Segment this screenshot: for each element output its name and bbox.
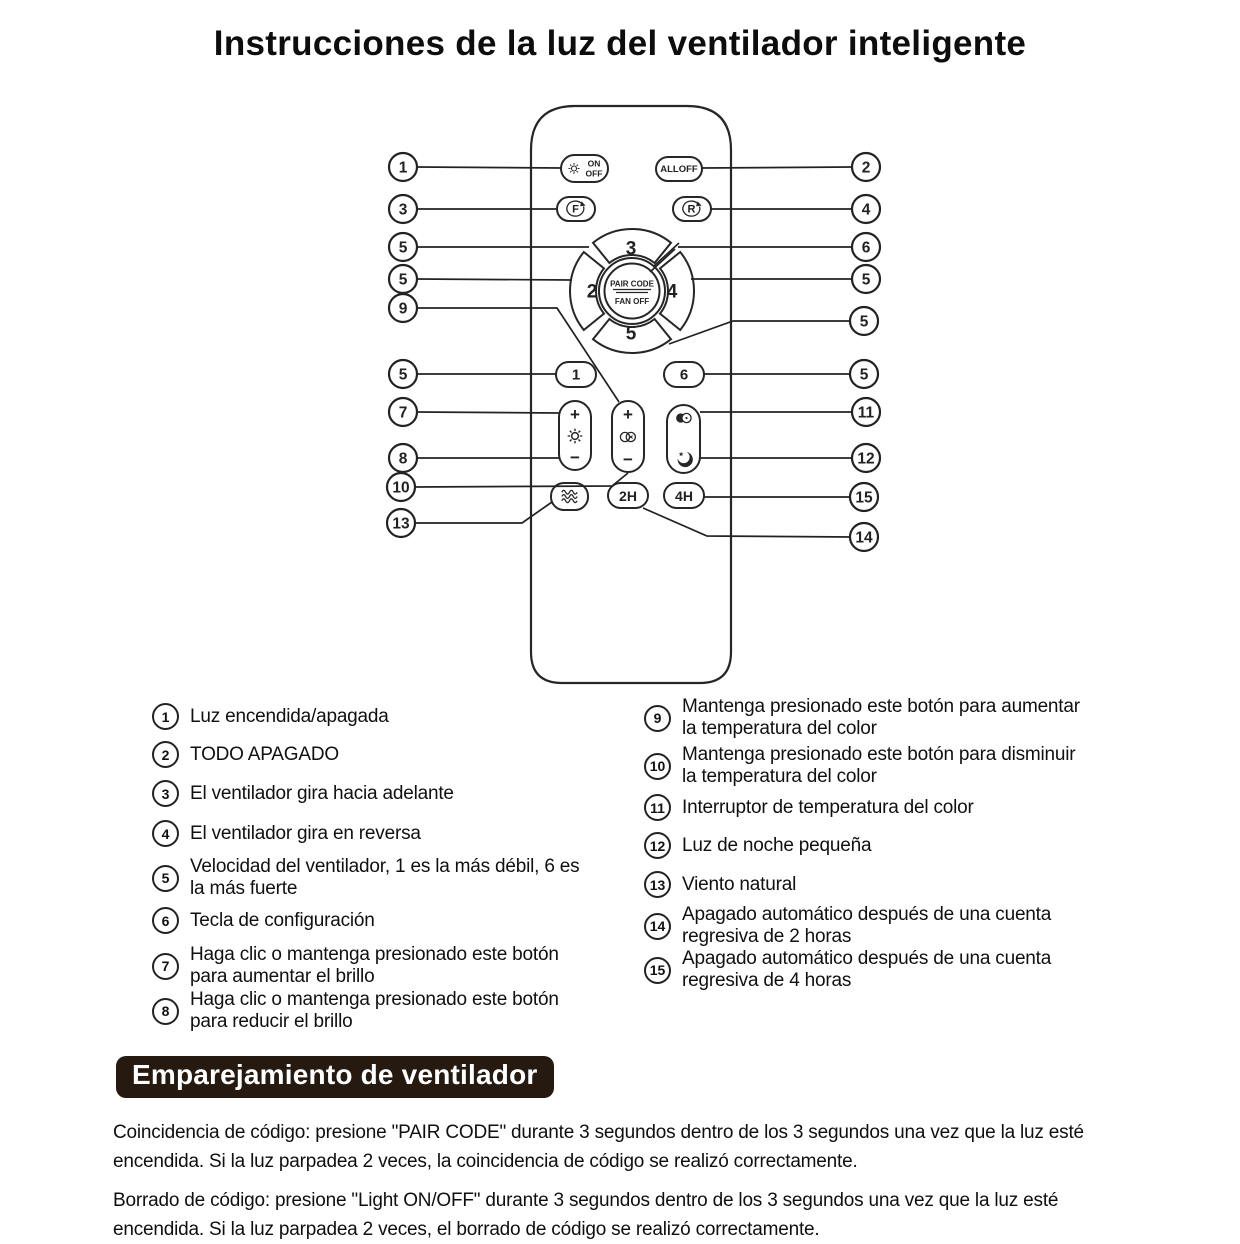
fan-off-label: FAN OFF	[614, 297, 650, 306]
callout-badge	[850, 360, 878, 388]
legend-text: Tecla de configuración	[190, 909, 375, 931]
speed-1-button	[556, 362, 596, 387]
svg-text:14: 14	[855, 529, 873, 547]
legend-text: Viento natural	[682, 873, 797, 895]
brightness-plus-label: +	[570, 405, 580, 424]
callout-badge	[850, 523, 878, 551]
color-switch-nightlight-pill	[667, 405, 700, 473]
legend-item-15	[644, 948, 1051, 992]
callout-badge	[389, 360, 417, 388]
svg-text:2: 2	[861, 159, 871, 177]
legend-item-7	[152, 944, 559, 988]
timer-2h-button	[608, 483, 648, 508]
dpad-right-label: 4	[666, 281, 678, 303]
svg-text:12: 12	[857, 450, 875, 468]
legend-item-14	[644, 904, 1051, 948]
timer-4h-label: 4H	[675, 488, 693, 504]
brightness-pill	[559, 401, 591, 470]
svg-text:1: 1	[398, 159, 408, 177]
legend-item-10	[644, 744, 1075, 788]
color-temp-plus-label: +	[623, 405, 633, 424]
legend-number-badge: 12	[644, 832, 671, 859]
timer-4h-button	[664, 483, 704, 508]
legend-item-2	[152, 741, 339, 768]
legend-item-9	[644, 696, 1080, 740]
svg-text:3: 3	[398, 201, 408, 219]
all-off-button	[656, 157, 702, 181]
light-off-label: OFF	[585, 168, 603, 179]
legend-number-badge: 1	[152, 703, 179, 730]
callouts-right	[850, 153, 880, 551]
callout-badge	[387, 473, 415, 501]
callout-badge	[852, 398, 880, 426]
svg-text:8: 8	[398, 450, 408, 468]
legend-number-badge: 6	[152, 907, 179, 934]
pairing-paragraph-code-match: Coincidencia de código: presione "PAIR CODE" durante 3 segundos dentro de los 3 segundos una vez que la luz esté encendida. Si la luz parpadea 2 veces, la coincidencia de código se realizó correctamente.	[113, 1122, 1084, 1172]
svg-text:5: 5	[398, 366, 408, 384]
svg-text:11: 11	[857, 404, 875, 422]
callout-badge	[389, 153, 417, 181]
legend-text: Luz de noche pequeña	[682, 834, 872, 856]
legend-number-badge: 3	[152, 780, 179, 807]
callouts-left	[387, 153, 417, 537]
all-off-label: ALLOFF	[660, 164, 698, 175]
svg-text:15: 15	[855, 489, 873, 507]
reverse-label: R	[687, 203, 696, 216]
svg-text:10: 10	[392, 479, 410, 497]
legend-number-badge: 4	[152, 820, 179, 847]
color-temp-minus-label: −	[623, 450, 633, 469]
svg-text:5: 5	[398, 271, 408, 289]
legend-number-badge: 14	[644, 913, 671, 940]
legend-text: Haga clic o mantenga presionado este botón para reducir el brillo	[190, 989, 559, 1032]
legend-item-1	[152, 703, 389, 730]
callout-badge	[387, 509, 415, 537]
legend-text: Luz encendida/apagada	[190, 705, 389, 727]
svg-text:5: 5	[859, 313, 869, 331]
legend-number-badge: 7	[152, 953, 179, 980]
legend-item-3	[152, 780, 454, 807]
svg-text:5: 5	[859, 366, 869, 384]
callout-badge	[852, 444, 880, 472]
legend-item-12	[644, 832, 871, 859]
legend-text: El ventilador gira en reversa	[190, 822, 421, 844]
legend-text: Haga clic o mantenga presionado este botón para aumentar el brillo	[190, 944, 559, 987]
pair-code-label: PAIR CODE	[610, 279, 654, 289]
speed-6-button	[664, 362, 704, 387]
pairing-paragraph-code-clear: Borrado de código: presione "Light ON/OFF" durante 3 segundos dentro de los 3 segundos una vez que la luz esté encendida. Si la luz parpadea 2 veces, el borrado de código se realizó correctamente.	[113, 1190, 1059, 1240]
legend-text: Mantenga presionado este botón para aumentar la temperatura del color	[682, 696, 1080, 739]
svg-text:5: 5	[398, 239, 408, 257]
pairing-section-header: Emparejamiento de ventilador	[116, 1056, 554, 1098]
callout-badge	[852, 233, 880, 261]
legend-item-11	[644, 794, 974, 821]
light-onoff-button	[561, 155, 608, 182]
legend-text: TODO APAGADO	[190, 743, 339, 765]
callout-badge	[389, 444, 417, 472]
legend-item-8	[152, 989, 559, 1033]
legend-number-badge: 8	[152, 998, 179, 1025]
svg-text:6: 6	[861, 239, 871, 257]
svg-text:4: 4	[861, 201, 871, 219]
callout-badge	[852, 153, 880, 181]
legend-number-badge: 11	[644, 794, 671, 821]
callout-badge	[389, 265, 417, 293]
remote-body-outline	[531, 106, 731, 683]
fan-reverse-button	[673, 197, 711, 221]
fan-forward-button	[557, 197, 595, 221]
legend-number-badge: 10	[644, 753, 671, 780]
brightness-minus-label: −	[570, 448, 580, 467]
legend-text: Apagado automático después de una cuenta regresiva de 4 horas	[682, 948, 1052, 991]
svg-text:7: 7	[398, 404, 408, 422]
legend-item-4	[152, 820, 421, 847]
timer-2h-label: 2H	[619, 488, 637, 504]
speed-6-label: 6	[679, 366, 689, 384]
forward-label: F	[572, 203, 579, 216]
callout-badge	[852, 265, 880, 293]
legend-text: Apagado automático después de una cuenta regresiva de 2 horas	[682, 904, 1052, 947]
legend-text: Mantenga presionado este botón para disminuir la temperatura del color	[682, 744, 1076, 787]
dpad-up-label: 3	[625, 238, 637, 260]
callout-badge	[389, 398, 417, 426]
legend-number-badge: 9	[644, 705, 671, 732]
dpad-left-label: 2	[586, 281, 598, 303]
page-title: Instrucciones de la luz del ventilador inteligente	[213, 24, 1027, 63]
callout-badge	[850, 483, 878, 511]
legend-number-badge: 13	[644, 871, 671, 898]
legend-number-badge: 15	[644, 957, 671, 984]
svg-text:13: 13	[392, 515, 410, 533]
legend-item-13	[644, 871, 796, 898]
dpad-down-label: 5	[625, 323, 637, 345]
svg-text:5: 5	[861, 271, 871, 289]
legend-item-6	[152, 907, 375, 934]
callout-badge	[389, 294, 417, 322]
callout-badge	[389, 195, 417, 223]
legend-number-badge: 2	[152, 741, 179, 768]
callout-badge	[850, 307, 878, 335]
legend-item-5	[152, 856, 579, 900]
legend-text: Velocidad del ventilador, 1 es la más débil, 6 es la más fuerte	[190, 856, 580, 899]
legend-text: Interruptor de temperatura del color	[682, 796, 974, 818]
light-on-label: ON	[587, 158, 601, 169]
legend-number-badge: 5	[152, 865, 179, 892]
svg-text:9: 9	[398, 300, 408, 318]
legend-text: El ventilador gira hacia adelante	[190, 782, 454, 804]
callout-badge	[389, 233, 417, 261]
color-temp-switch-icon	[676, 413, 691, 422]
color-temp-pill	[612, 401, 644, 472]
callout-badge	[852, 195, 880, 223]
speed-1-label: 1	[571, 366, 581, 384]
